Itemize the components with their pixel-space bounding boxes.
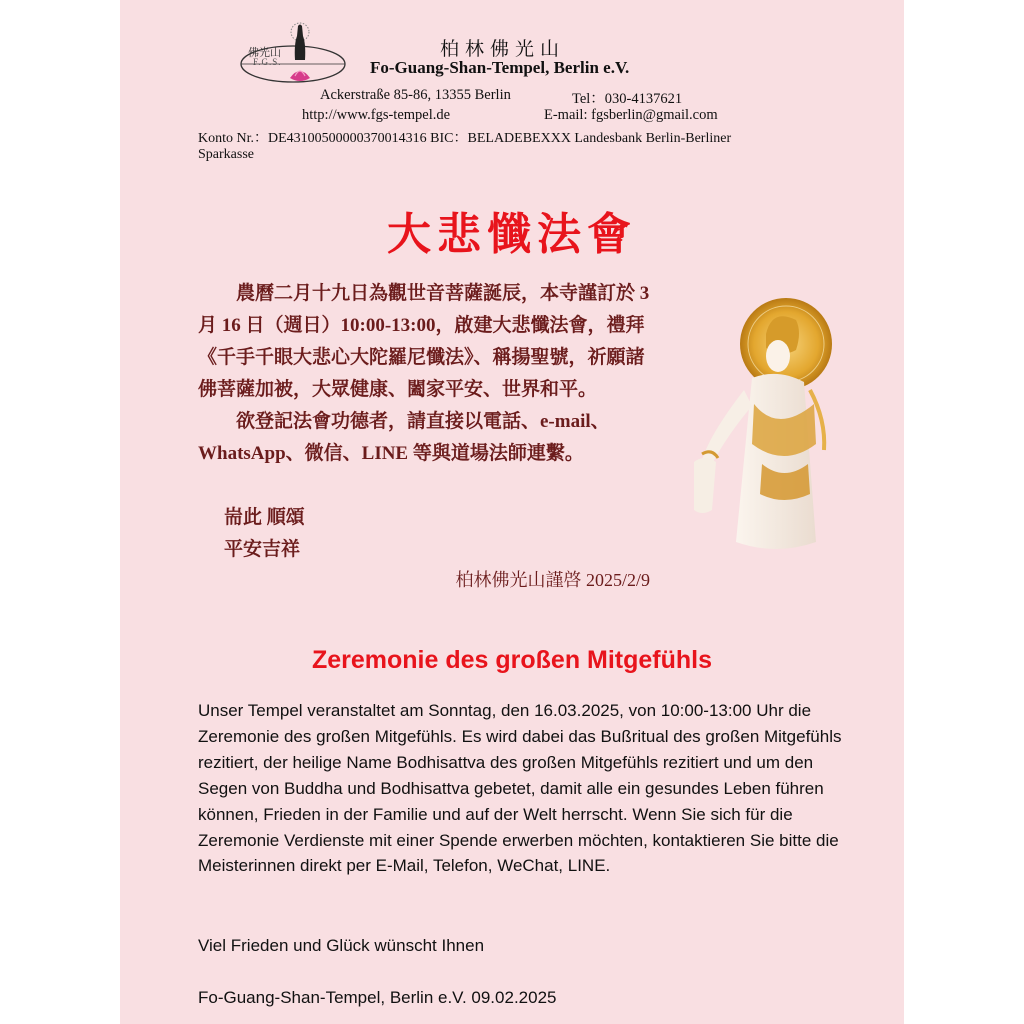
chinese-title: 大悲懺法會 <box>387 210 637 259</box>
bank-account-line-2: Sparkasse <box>198 147 254 162</box>
phone-text: Tel：030-4137621 <box>572 91 683 107</box>
address-text: Ackerstraße 85-86, 13355 Berlin <box>320 87 511 103</box>
german-title: Zeremonie des großen Mitgefühls <box>311 646 713 674</box>
temple-name-de: Fo-Guang-Shan-Tempel, Berlin e.V. <box>370 58 630 77</box>
guanyin-statue-image <box>682 294 848 554</box>
chinese-closing-1: 耑此 順頌 <box>224 507 305 528</box>
logo-text-cn: 佛光山 <box>248 47 281 59</box>
german-greeting: Viel Frieden und Glück wünscht Ihnen <box>198 936 485 955</box>
logo-text-en: F.G.S. <box>253 57 282 67</box>
chinese-paragraph-2: 欲登記法會功德者，請直接以電話、e-mail、WhatsApp、微信、LINE 等與道場法師連繫。 <box>198 411 610 464</box>
guanyin-statue-icon <box>682 294 848 554</box>
website-link[interactable]: http://www.fgs-tempel.de <box>302 107 451 123</box>
temple-name-cn: 柏林佛光山 <box>440 39 566 60</box>
chinese-paragraph-1: 農曆二月十九日為觀世音菩薩誕辰，本寺謹訂於 3 月 16 日（週日）10:00-13:00，啟建大悲懺法會，禮拜《千手千眼大悲心大陀羅尼懺法》、稱揚聖號，祈願諸佛菩薩加被，大眾健康、闔家平安、世界和平。 <box>198 283 650 400</box>
bank-account-line: Konto Nr.：DE43100500000370014316 BIC：BELADEBEXXX Landesbank Berlin-Berliner <box>198 131 732 146</box>
chinese-body <box>198 278 658 470</box>
german-signature: Fo-Guang-Shan-Tempel, Berlin e.V. 09.02.2025 <box>198 988 557 1007</box>
chinese-closing-2: 平安吉祥 <box>224 539 301 560</box>
german-body: Unser Tempel veranstaltet am Sonntag, den 16.03.2025, von 10:00-13:00 Uhr die Zeremonie des großen Mitgefühls. Es wird dabei das Bußritual des großen Mitgefühls rezitiert, der heilige Name Bodhisattva des großen Mitgefühls rezitiert und um den Segen von Buddha und Bodhisattva gebetet, damit alle ein gesundes Leben führen können, Frieden in der Familie und auf der Welt herrscht. Wenn Sie sich für die Zeremonie Verdienste mit einer Spende erwerben möchten, kontaktieren Sie bitte die Meisterinnen direkt per E-Mail, Telefon, WeChat, LINE. <box>198 701 842 876</box>
chinese-signature: 柏林佛光山謹啓 2025/2/9 <box>455 570 650 590</box>
flyer-page <box>120 0 904 1024</box>
email-link[interactable]: E-mail: fgsberlin@gmail.com <box>544 107 718 123</box>
